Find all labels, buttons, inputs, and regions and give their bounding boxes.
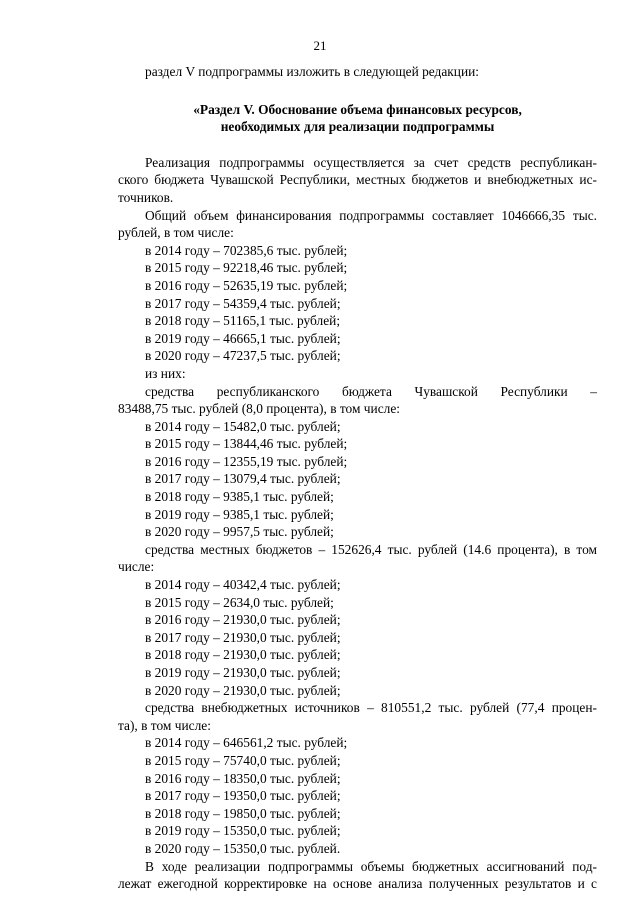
paragraph-line: Реализация подпрограммы осуществляется за счет средств республикан-	[145, 154, 597, 170]
list-item: в 2020 году – 21930,0 тыс. рублей;	[145, 682, 341, 698]
list-item: в 2019 году – 15350,0 тыс. рублей;	[145, 823, 341, 839]
paragraph-line: средства внебюджетных источников – 810551,2 тыс. рублей (77,4 процен-	[145, 700, 597, 716]
list-item: в 2015 году – 92218,46 тыс. рублей;	[145, 260, 348, 276]
paragraph-republican-budget	[118, 383, 597, 418]
list-item: в 2016 году – 18350,0 тыс. рублей;	[145, 770, 341, 786]
list-item: в 2018 году – 9385,1 тыс. рублей;	[145, 489, 334, 505]
list-item: в 2014 году – 702385,6 тыс. рублей;	[145, 242, 348, 258]
list-item: в 2015 году – 2634,0 тыс. рублей;	[145, 594, 334, 610]
list-item: в 2019 году – 9385,1 тыс. рублей;	[145, 506, 334, 522]
list-item: в 2020 году – 47237,5 тыс. рублей;	[145, 348, 341, 364]
list-item: в 2018 году – 21930,0 тыс. рублей;	[145, 647, 341, 663]
list-item: в 2014 году – 646561,2 тыс. рублей;	[145, 735, 348, 751]
list-item: в 2019 году – 21930,0 тыс. рублей;	[145, 665, 341, 680]
list-item: в 2016 году – 12355,19 тыс. рублей;	[145, 453, 348, 469]
list-item: в 2014 году – 15482,0 тыс. рублей;	[145, 418, 341, 434]
list-item: в 2019 году – 46665,1 тыс. рублей;	[145, 330, 341, 346]
page-number: 21	[313, 38, 327, 53]
extrabudget-years-list	[118, 734, 597, 857]
intro-line: раздел V подпрограммы изложить в следующей редакции:	[145, 64, 480, 79]
republican-years-list	[118, 418, 597, 541]
local-years-list	[118, 576, 597, 699]
list-item: в 2017 году – 54359,4 тыс. рублей;	[145, 295, 341, 311]
paragraph-total-funding	[118, 207, 597, 242]
total-years-list	[118, 242, 597, 365]
list-item: в 2018 году – 51165,1 тыс. рублей;	[145, 313, 341, 329]
paragraph-line: В ходе реализации подпрограммы объемы бюджетных ассигнований под-	[145, 858, 597, 874]
list-item: в 2014 году – 40342,4 тыс. рублей;	[145, 577, 341, 593]
section-heading	[118, 101, 597, 136]
paragraph-final	[118, 858, 597, 893]
list-item: в 2016 году – 52635,19 тыс. рублей;	[145, 277, 348, 293]
paragraph-line: 83488,75 тыс. рублей (8,0 процента), в том числе:	[118, 401, 400, 417]
document-body	[118, 63, 597, 893]
list-item: в 2017 году – 19350,0 тыс. рублей;	[145, 788, 341, 804]
paragraph-line: средства республиканского бюджета Чувашской Республики –	[145, 383, 597, 399]
paragraph-line: средства местных бюджетов – 152626,4 тыс. рублей (14.6 процента), в том	[145, 541, 597, 557]
paragraph-funding-sources	[118, 154, 597, 207]
section-heading-line-2: необходимых для реализации подпрограммы	[220, 119, 495, 135]
paragraph-line: ского бюджета Чувашской Республики, местных бюджетов и внебюджетных ис-	[118, 172, 597, 188]
paragraph-line: лежат ежегодной корректировке на основе анализа полученных результатов и с	[118, 876, 597, 892]
list-item: в 2017 году – 21930,0 тыс. рублей;	[145, 629, 341, 645]
list-item: в 2015 году – 75740,0 тыс. рублей;	[145, 752, 341, 768]
paragraph-line: Общий объем финансирования подпрограммы составляет 1046666,35 тыс.	[145, 207, 597, 223]
list-item: в 2018 году – 19850,0 тыс. рублей;	[145, 805, 341, 821]
paragraph-line: рублей, в том числе:	[118, 225, 234, 241]
paragraph-local-budgets	[118, 541, 597, 576]
list-item: в 2016 году – 21930,0 тыс. рублей;	[145, 612, 341, 628]
paragraph-extrabudgetary	[118, 699, 597, 734]
list-item: в 2020 году – 15350,0 тыс. рублей.	[145, 840, 341, 856]
paragraph-line: та), в том числе:	[118, 717, 211, 733]
list-item: в 2017 году – 13079,4 тыс. рублей;	[145, 471, 341, 487]
list-item: в 2020 году – 9957,5 тыс. рублей;	[145, 524, 334, 540]
section-heading-line-1: «Раздел V. Обоснование объема финансовых ресурсов,	[193, 101, 522, 117]
paragraph-line: числе:	[118, 559, 155, 575]
paragraph-line: точников.	[118, 189, 174, 205]
list-item: в 2015 году – 13844,46 тыс. рублей;	[145, 436, 348, 452]
of-them-label: из них:	[145, 365, 186, 381]
